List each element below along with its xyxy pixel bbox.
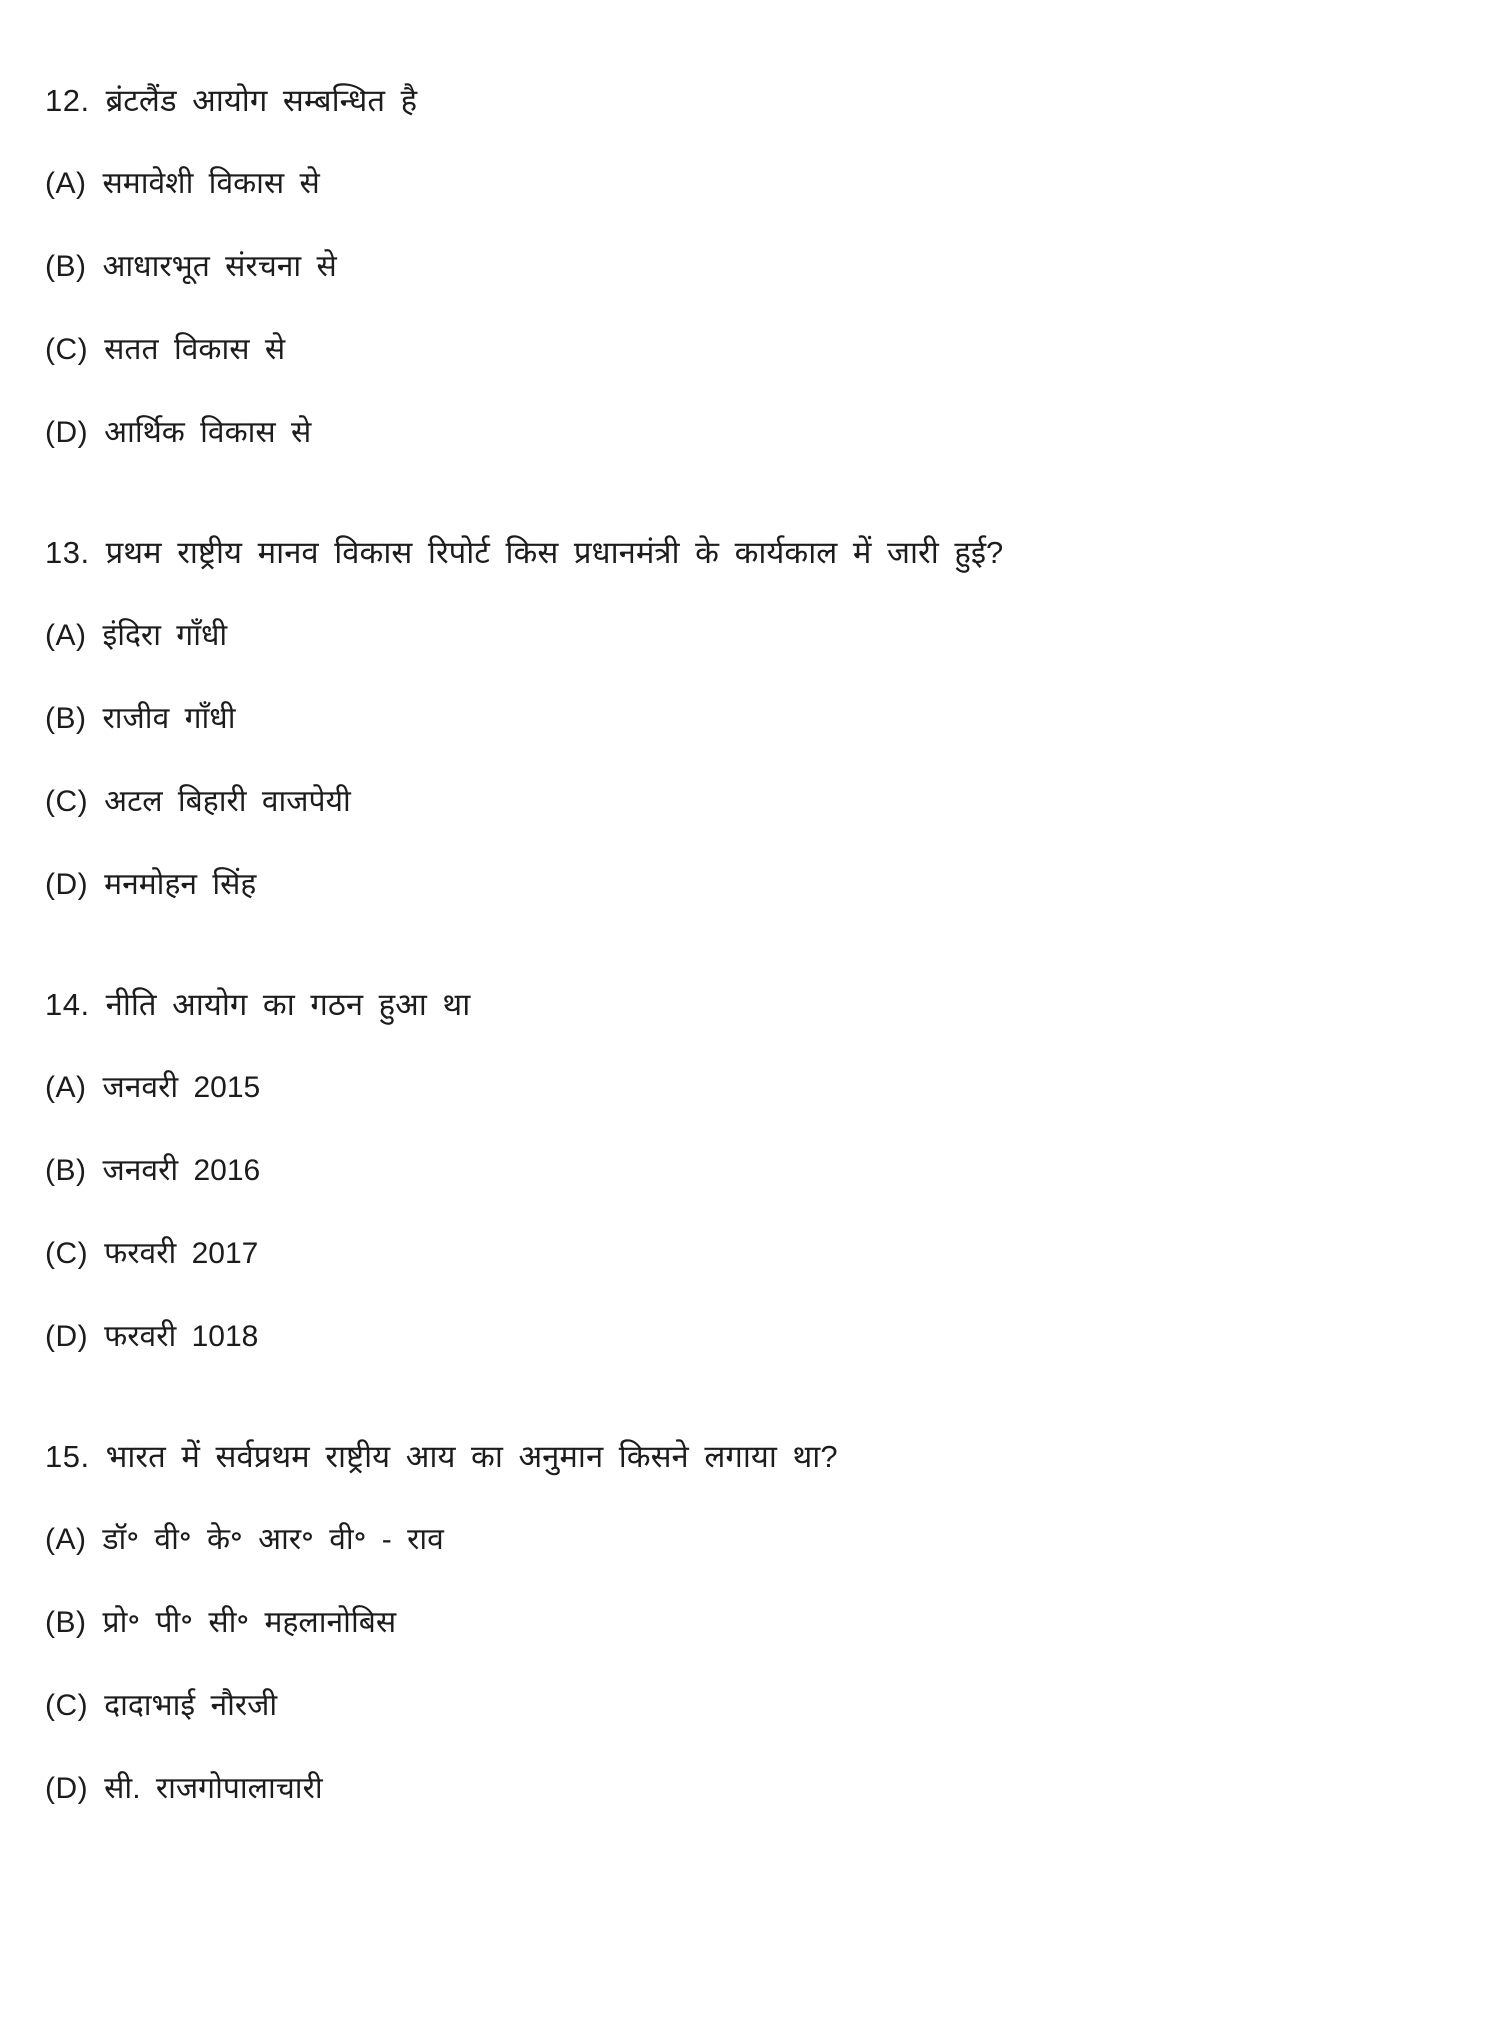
question-text: ब्रंटलैंड आयोग सम्बन्धित है [105, 83, 418, 118]
option-label: (C) [45, 785, 89, 818]
option-text: इंदिरा गाँधी [102, 619, 228, 652]
question-14-option-b [45, 1150, 1465, 1192]
option-text: अटल बिहारी वाजपेयी [104, 785, 351, 818]
question-14-option-d [45, 1316, 1465, 1358]
option-text: सी. राजगोपालाचारी [104, 1772, 323, 1805]
question-15 [45, 1436, 1465, 1478]
question-12-option-b [45, 246, 1465, 288]
option-text: सतत विकास से [104, 333, 286, 366]
option-text: जनवरी 2015 [102, 1071, 261, 1104]
question-15-option-d [45, 1768, 1465, 1810]
option-label: (C) [45, 333, 89, 366]
question-13-option-c [45, 781, 1465, 823]
question-text: प्रथम राष्ट्रीय मानव विकास रिपोर्ट किस प्रधानमंत्री के कार्यकाल में जारी हुई? [105, 535, 1004, 570]
question-12-option-d [45, 412, 1465, 454]
option-text: राजीव गाँधी [102, 702, 236, 735]
option-text: दादाभाई नौरजी [104, 1689, 278, 1722]
option-label: (B) [45, 250, 87, 283]
question-12-option-a [45, 163, 1465, 205]
option-label: (D) [45, 868, 89, 901]
question-text: नीति आयोग का गठन हुआ था [105, 987, 471, 1022]
question-number: 13. [45, 535, 90, 570]
option-text: डॉ॰ वी॰ के॰ आर॰ वी॰ - राव [102, 1523, 444, 1556]
option-label: (C) [45, 1689, 89, 1722]
question-number: 14. [45, 987, 90, 1022]
question-15-option-c [45, 1685, 1465, 1727]
option-label: (B) [45, 1154, 87, 1187]
option-label: (A) [45, 619, 87, 652]
option-label: (A) [45, 1071, 87, 1104]
option-label: (B) [45, 1606, 87, 1639]
question-14-option-a [45, 1067, 1465, 1109]
option-text: समावेशी विकास से [102, 167, 320, 200]
option-label: (A) [45, 1523, 87, 1556]
question-12-option-c [45, 329, 1465, 371]
question-13-option-a [45, 615, 1465, 657]
option-label: (D) [45, 1772, 89, 1805]
question-15-option-b [45, 1602, 1465, 1644]
question-14 [45, 984, 1465, 1026]
question-13 [45, 532, 1465, 574]
option-label: (D) [45, 416, 89, 449]
option-text: फरवरी 2017 [104, 1237, 259, 1270]
question-12 [45, 80, 1465, 122]
question-number: 15. [45, 1439, 90, 1474]
question-14-option-c [45, 1233, 1465, 1275]
option-label: (B) [45, 702, 87, 735]
question-text: भारत में सर्वप्रथम राष्ट्रीय आय का अनुमान किसने लगाया था? [105, 1439, 838, 1474]
option-text: प्रो॰ पी॰ सी॰ महलानोबिस [102, 1606, 397, 1639]
option-text: जनवरी 2016 [102, 1154, 261, 1187]
option-label: (A) [45, 167, 87, 200]
option-text: आधारभूत संरचना से [102, 250, 337, 283]
option-text: मनमोहन सिंह [104, 868, 257, 901]
question-13-option-d [45, 864, 1465, 906]
question-15-option-a [45, 1519, 1465, 1561]
question-number: 12. [45, 83, 90, 118]
option-label: (C) [45, 1237, 89, 1270]
option-text: फरवरी 1018 [104, 1320, 259, 1353]
question-13-option-b [45, 698, 1465, 740]
option-text: आर्थिक विकास से [104, 416, 312, 449]
option-label: (D) [45, 1320, 89, 1353]
